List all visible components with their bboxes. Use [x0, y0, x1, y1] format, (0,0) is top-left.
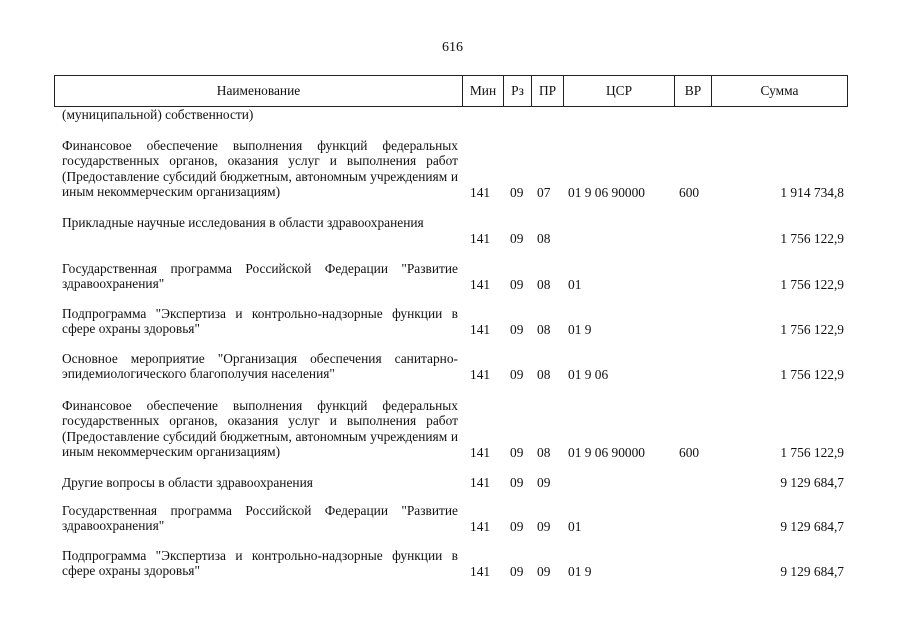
row-csr: 01 9 06 90000 — [568, 185, 645, 200]
header-rz: Рз — [503, 76, 531, 106]
header-pr: ПР — [531, 76, 563, 106]
row-rz: 09 — [510, 475, 524, 490]
row-min: 141 — [470, 475, 491, 490]
row-vr: 600 — [679, 445, 700, 460]
row-pr: 09 — [537, 564, 551, 579]
row-name: Другие вопросы в области здравоохранения — [62, 475, 313, 490]
row-pr: 08 — [537, 231, 551, 246]
row-min: 141 — [470, 231, 491, 246]
row-sum: 1 914 734,8 — [780, 185, 844, 200]
row-csr: 01 9 — [568, 322, 592, 337]
row-pr: 08 — [537, 445, 551, 460]
row-name: Прикладные научные исследования в области здравоохранения — [62, 215, 424, 230]
row-rz: 09 — [510, 277, 524, 292]
row-sum: 1 756 122,9 — [780, 322, 844, 337]
header-vr: ВР — [674, 76, 711, 106]
row-name: Подпрограмма "Экспертиза и контрольно-надзорные функции в сфере охраны здоровья" — [62, 306, 458, 337]
row-pr: 08 — [537, 277, 551, 292]
row-sum: 1 756 122,9 — [780, 231, 844, 246]
header-name: Наименование — [216, 83, 301, 98]
row-sum: 1 756 122,9 — [780, 367, 844, 382]
row-min: 141 — [470, 445, 491, 460]
row-sum: 1 756 122,9 — [780, 277, 844, 292]
row-vr: 600 — [679, 185, 700, 200]
row-sum: 9 129 684,7 — [780, 564, 844, 579]
row-min: 141 — [470, 564, 491, 579]
header-sum: Сумма — [711, 76, 847, 106]
row-rz: 09 — [510, 564, 524, 579]
row-csr: 01 — [568, 277, 582, 292]
row-rz: 09 — [510, 519, 524, 534]
row-rz: 09 — [510, 185, 524, 200]
row-pr: 08 — [537, 322, 551, 337]
row-pr: 09 — [537, 475, 551, 490]
row-rz: 09 — [510, 231, 524, 246]
header-csr: ЦСР — [563, 76, 674, 106]
row-csr: 01 — [568, 519, 582, 534]
row-min: 141 — [470, 322, 491, 337]
row-sum: 9 129 684,7 — [780, 519, 844, 534]
row-rz: 09 — [510, 322, 524, 337]
row-name: Государственная программа Российской Федерации "Развитие здравоохранения" — [62, 503, 458, 534]
row-csr: 01 9 06 — [568, 367, 609, 382]
row-name: Основное мероприятие "Организация обеспечения санитарно-эпидемиологического благополучия населения" — [62, 351, 458, 382]
row-min: 141 — [470, 519, 491, 534]
row-name: Финансовое обеспечение выполнения функций федеральных государственных органов, оказания услуг и выполнения работ (Предоставление субсидий бюджетным, автономным учреждениям и иным некоммерческим организациям) — [62, 398, 458, 460]
row-rz: 09 — [510, 367, 524, 382]
row-min: 141 — [470, 185, 491, 200]
row-csr: 01 9 06 90000 — [568, 445, 645, 460]
row-sum: 1 756 122,9 — [780, 445, 844, 460]
row-csr: 01 9 — [568, 564, 592, 579]
row-pr: 07 — [537, 185, 551, 200]
table-header — [54, 75, 848, 107]
row-min: 141 — [470, 367, 491, 382]
row-rz: 09 — [510, 445, 524, 460]
row-name: (муниципальной) собственности) — [62, 107, 254, 122]
page-number: 616 — [442, 40, 463, 55]
row-pr: 08 — [537, 367, 551, 382]
row-name: Финансовое обеспечение выполнения функций федеральных государственных органов, оказания услуг и выполнения работ (Предоставление субсидий бюджетным, автономным учреждениям и иным некоммерческим организациям) — [62, 138, 458, 200]
row-pr: 09 — [537, 519, 551, 534]
row-name: Подпрограмма "Экспертиза и контрольно-надзорные функции в сфере охраны здоровья" — [62, 548, 458, 579]
row-min: 141 — [470, 277, 491, 292]
row-sum: 9 129 684,7 — [780, 475, 844, 490]
header-min: Мин — [462, 76, 503, 106]
row-name: Государственная программа Российской Федерации "Развитие здравоохранения" — [62, 261, 458, 292]
